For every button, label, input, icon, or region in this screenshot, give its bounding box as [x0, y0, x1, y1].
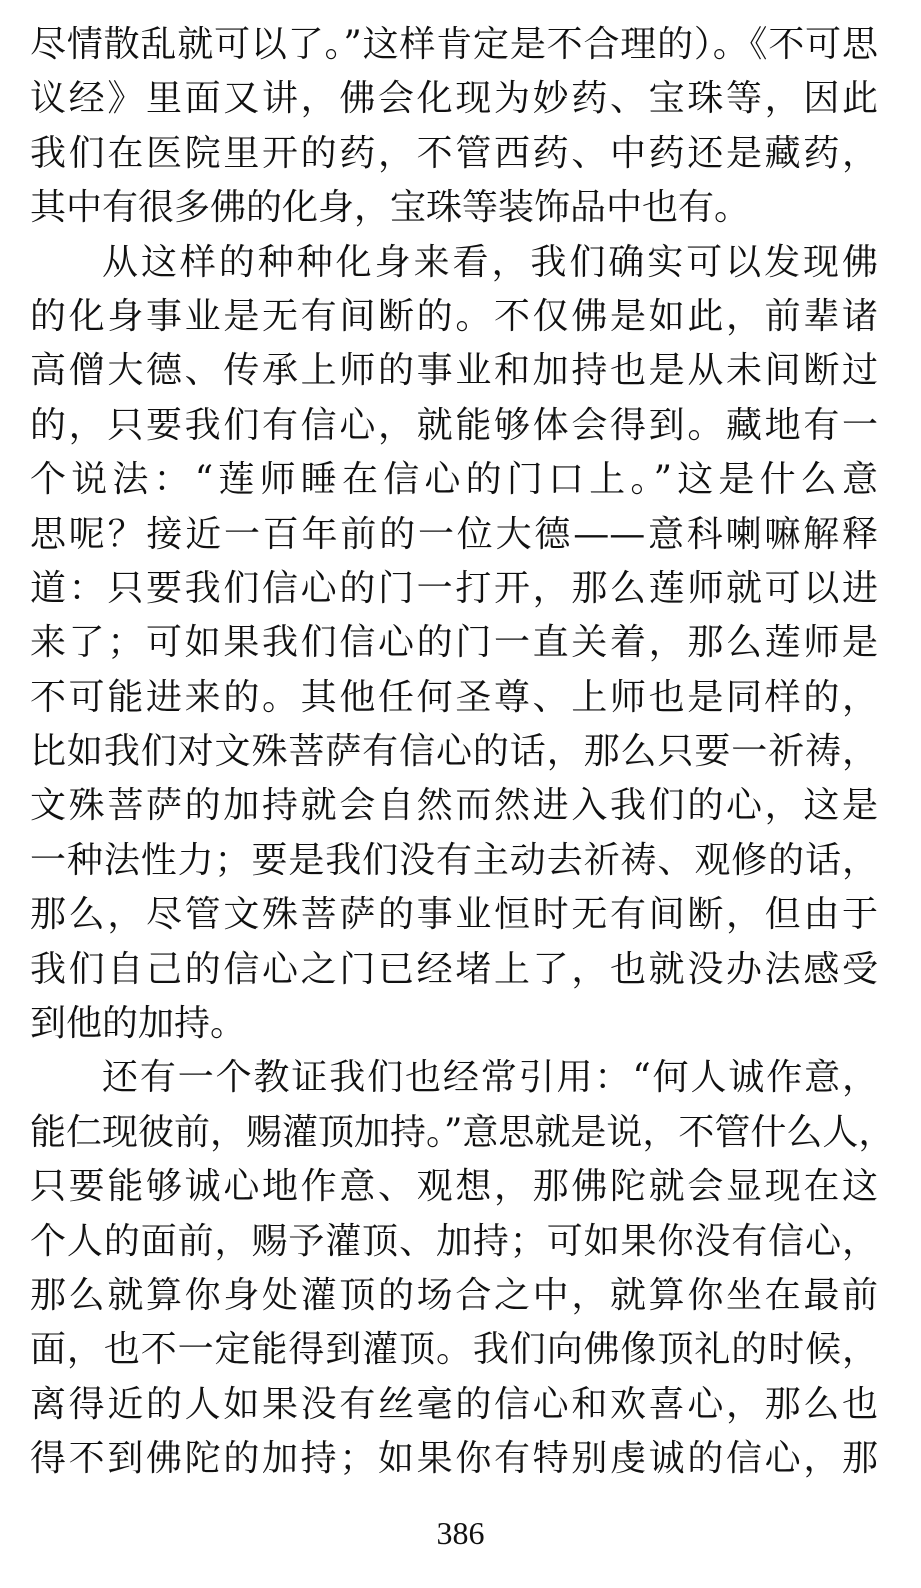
text-line: 的化身事业是无有间断的。不仅佛是如此，前辈诸 — [30, 295, 878, 337]
paragraph-3 — [30, 1051, 895, 1486]
text-line: 不可能进来的。其他任何圣尊、上师也是同样的， — [30, 676, 878, 718]
text-line: 思呢？接近一百年前的一位大德——意科喇嘛解释 — [30, 513, 878, 555]
text-line: 我们自己的信心之门已经堵上了，也就没办法感受 — [30, 948, 878, 990]
page-number: 386 — [436, 1515, 485, 1551]
text-line: 文殊菩萨的加持就会自然而然进入我们的心，这是 — [30, 785, 878, 827]
text-line: 来了；可如果我们信心的门一直关着，那么莲师是 — [30, 622, 878, 664]
text-line: 其中有很多佛的化身，宝珠等装饰品中也有。 — [30, 187, 751, 229]
text-line: 个人的面前，赐予灌顶、加持；可如果你没有信心， — [30, 1220, 878, 1262]
text-line: 我们在医院里开的药，不管西药、中药还是藏药， — [30, 132, 878, 174]
text-line: 道：只要我们信心的门一打开，那么莲师就可以进 — [30, 567, 878, 609]
text-line: 从这样的种种化身来看，我们确实可以发现佛 — [102, 241, 878, 283]
text-line: 那么，尽管文殊菩萨的事业恒时无有间断，但由于 — [30, 894, 878, 936]
text-line: 尽情散乱就可以了。”这样肯定是不合理的）。《不可思 — [30, 24, 878, 65]
text-line: 一种法性力；要是我们没有主动去祈祷、观修的话， — [30, 839, 878, 881]
text-line: 个说法：“莲师睡在信心的门口上。”这是什么意 — [30, 459, 878, 501]
text-line: 那么就算你身处灌顶的场合之中，就算你坐在最前 — [30, 1274, 878, 1316]
text-line: 还有一个教证我们也经常引用：“何人诚作意， — [102, 1057, 878, 1099]
text-line: 比如我们对文殊菩萨有信心的话，那么只要一祈祷， — [30, 731, 878, 773]
text-line: 只要能够诚心地作意、观想，那佛陀就会显现在这 — [30, 1166, 878, 1208]
text-line: 得不到佛陀的加持；如果你有特别虔诚的信心，那 — [30, 1438, 878, 1480]
paragraph-1 — [30, 18, 878, 236]
text-line: 高僧大德、传承上师的事业和加持也是从未间断过 — [30, 350, 878, 392]
text-line: 到他的加持。 — [30, 1003, 247, 1045]
text-line: 的，只要我们有信心，就能够体会得到。藏地有一 — [30, 404, 878, 446]
text-line: 议经》里面又讲，佛会化现为妙药、宝珠等，因此 — [30, 78, 878, 120]
paragraph-2 — [30, 236, 878, 1052]
book-page-text — [30, 18, 895, 1487]
text-line: 离得近的人如果没有丝毫的信心和欢喜心，那么也 — [30, 1383, 878, 1425]
text-line: 面，也不一定能得到灌顶。我们向佛像顶礼的时候， — [30, 1329, 878, 1371]
text-line: 能仁现彼前，赐灌顶加持。”意思就是说，不管什么人， — [30, 1111, 895, 1153]
